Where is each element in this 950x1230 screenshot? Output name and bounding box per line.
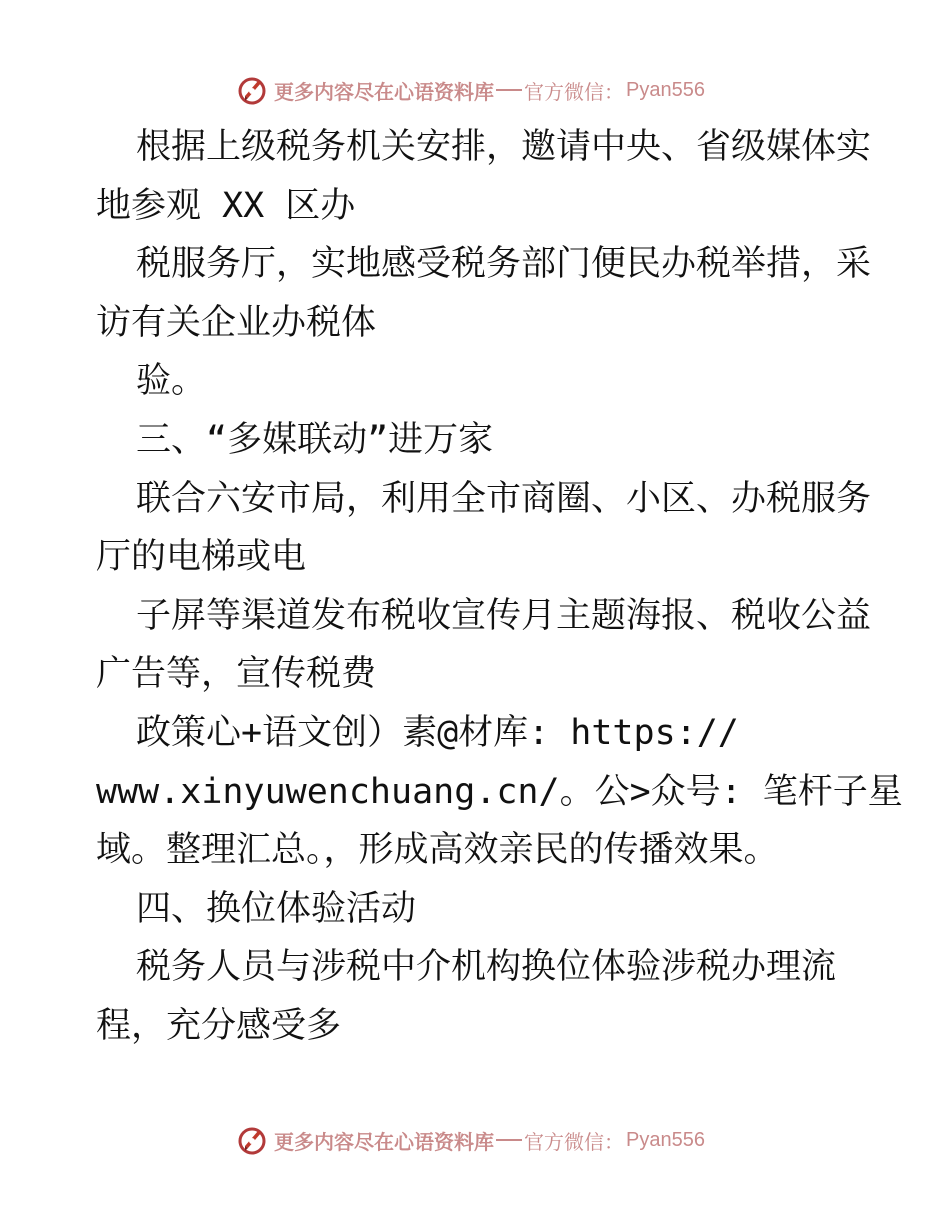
banner-wechat-id: Pyan556	[626, 78, 705, 101]
text-line: 联合六安市局，利用全市商圈、小区、办税服务	[136, 478, 872, 519]
text-line: 根据上级税务机关安排，邀请中央、省级媒体实	[136, 127, 872, 167]
text-line: 厅的电梯或电	[96, 537, 307, 578]
banner-slogan: 更多内容尽在心语资料库	[274, 1129, 494, 1154]
banner-dash	[496, 89, 522, 91]
banner-dash	[496, 1139, 522, 1141]
text-line: 广告等，宣传税费	[96, 654, 377, 695]
section-heading: 四、换位体验活动	[136, 888, 417, 929]
text-line: 访有关企业办税体	[96, 302, 377, 343]
document-body	[96, 118, 903, 1056]
banner-slogan: 更多内容尽在心语资料库	[274, 79, 494, 104]
banner-wechat-id: Pyan556	[626, 1128, 705, 1151]
text-line: 税服务厅，实地感受税务部门便民办税举措，采	[136, 244, 872, 285]
banner-wechat-label: 官方微信：	[524, 79, 624, 104]
text-line: www.xinyuwenchuang.cn/。公>众号: 笔杆子星	[96, 771, 903, 812]
section-heading: 三、“多媒联动”进万家	[136, 419, 494, 460]
quill-pen-circle-icon	[236, 1124, 268, 1156]
text-line: 程，充分感受多	[96, 1005, 342, 1046]
footer-banner	[236, 1122, 705, 1158]
text-line: 税务人员与涉税中介机构换位体验涉税办理流	[136, 947, 837, 988]
banner-wechat-label: 官方微信：	[524, 1129, 624, 1154]
text-line: 子屏等渠道发布税收宣传月主题海报、税收公益	[136, 595, 872, 636]
text-line: 验。	[136, 361, 207, 402]
quill-pen-circle-icon	[236, 74, 268, 106]
header-banner	[236, 72, 705, 108]
text-line: 地参观 XX 区办	[96, 185, 356, 226]
text-line: 政策心+语文创）素@材库: https://	[136, 712, 739, 753]
text-line: 域。整理汇总。，形成高效亲民的传播效果。	[96, 830, 779, 871]
